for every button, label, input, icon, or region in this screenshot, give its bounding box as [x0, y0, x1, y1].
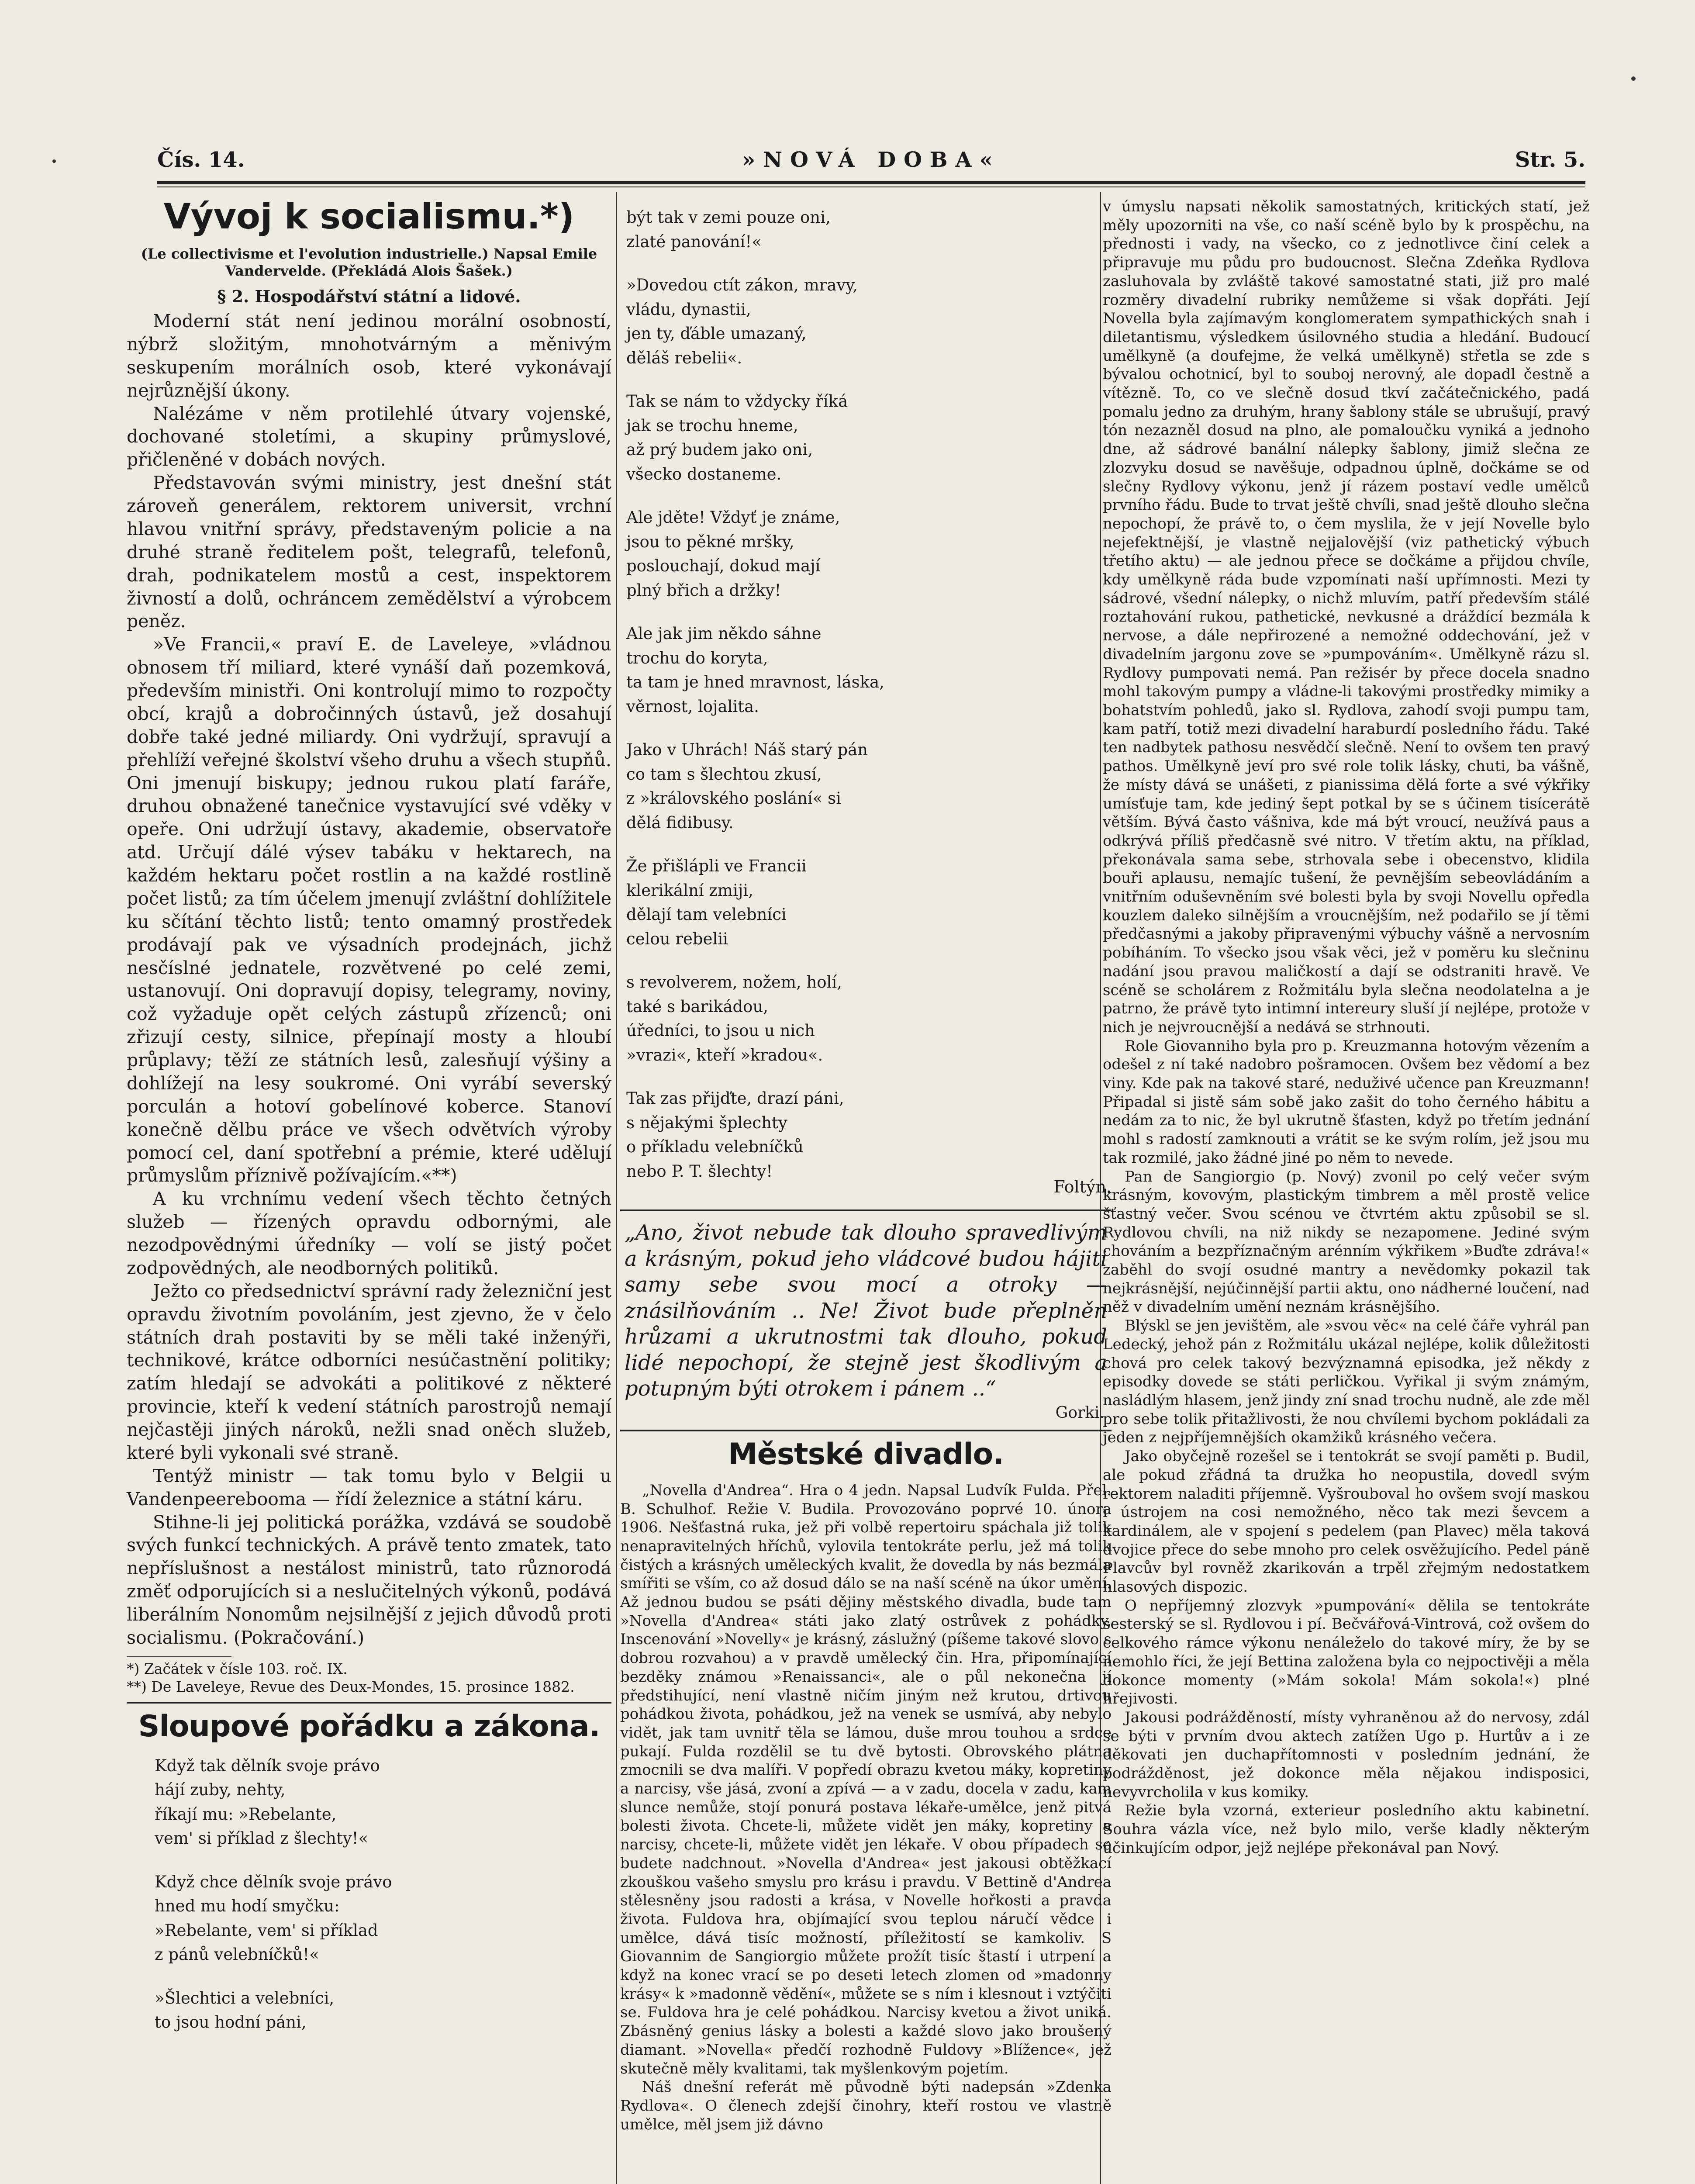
- poem-stanza: být tak v zemi pouze oni, zlaté panování!«: [626, 208, 831, 251]
- review-paragraph: O nepříjemný zlozvyk »pumpování« dělila se tentokráte sesterský se sl. Rydlovou i pí. Bečvářová-Vintrová, což ovšem do celkového rámce výkonu nenáleželo do takové míry, že by se nemohlo říci, že její Bettina založena byla co nejpoctivěji a měla dokonce momenty (»Mám sokola! Mám sokola!«) plné hřejivosti.: [1103, 1597, 1590, 1708]
- poem-stanza: »Dovedou ctít zákon, mravy, vládu, dynastii, jen ty, ďáble umazaný, děláš rebelii«.: [626, 276, 858, 367]
- review-paragraph: „Novella d'Andrea“. Hra o 4 jedn. Napsal Ludvík Fulda. Přel. B. Schulhof. Režie V. Budila. Provozováno poprvé 10. února 1906. Nešťastná ruka, jež při volbě repertoiru spáchala již tolik nenapravitelných hříchů, vylovila tentokráte perlu, jež má tolik čistých a krásných uměleckých kvalit, že dovedla by nás bezmála smířiti se vším, co až dosud dálo se na naší scéně na úkor umění. Až jednou budou se psáti dějiny městského divadla, bude tam »Novella d'Andrea« státi jako zlatý ostrůvek z pohádky. Inscenování »Novelly« je krásný, záslužný (píšeme takové slovo s dobrou rozvahou) a v pravdě umělecký čin. Hra, připomínající bezděky známou »Renaissanci«, ale o půl nekonečna jí předstihující, není vlastně ničím jiným než krutou, drtivou pohádkou života, pohádkou, jež na venek se usmívá, aby nebylo vidět, jak tam uvnitř těla se lámou, duše mrou touhou a srdce pukají. Fulda rozdělil se tu dvě bytosti. Obrovského plátna zmocnili se dva malíři. V popředí obrazu kvetou máky, kopretiny a narcisy, vše jásá, zvoní a zpívá — a v zadu, docela v zadu, kam sluncе nemůže, stojí ponurá postava lékaře-umělce, jenž pitvá bolesti života. Chcete-li, můžete vidět jen máky, kopretiny a narcisy, chcete-li, můžete vidět jen lékaře. V obou případech se budete nadchnout. »Novella d'Andrea« jest jakousi obtěžkací zkouškou vašeho smyslu pro krásu i pravdu. V Bettině d'Andrea stělesněny jsou radosti a krása, v Novelle hořkosti a pravda života. Fuldova hra, objímající svou teplou náručí vědce i umělce, dává tisíc možností, příležitostí se kamkoliv. S Giovannim de Sangiorgio můžete prožít tisíc štastí i utrpení a když na konec vrací se po deseti letech zlomen od »madonny krásy« k »madonně vědění«, můžete se s ním i klesnout i vztýčiti se. Fuldova hra je celé pohádkou. Narcisy kvetou a život uniká. Zbásněný genius lásky a bolesti a každé slovo jako broušený diamant. »Novella« předčí rozhodně Fuldovy »Blížence«, jež skutečně měly kvalitami, tak myšlenkovým pojetím.: [620, 1481, 1112, 2077]
- poem-stanza: Jako v Uhrách! Náš starý pán co tam s šlechtou zkusí, z »královského poslání« si dělá fidibusy.: [626, 740, 868, 832]
- article-body: [127, 310, 611, 1649]
- column-3: [1103, 197, 1590, 1858]
- poem-author: Foltýn.: [1053, 1177, 1112, 1196]
- review-paragraph: Jako obyčejně rozešel se i tentokrát se svojí paměti p. Budil, ale pokud zřádná ta družka ho neopustila, dovedl svým rektorem naladiti příjemně. Vyšrouboval ho ovšem svojí maskou i ústrojem na cosi nemožného, něco tak mezi ševcem a kardinálem, ale v spojení s pedelem (pan Plavec) měla taková dvojice přece do sebe mnoho pro celek osvěžujícího. Pedel páně Plavcův byl rovněž zkarikován a trpěl zřejmým nedostatkem hlasových dispozic.: [1103, 1448, 1590, 1596]
- article-subtitle: (Le collectivisme et l'evolution industrielle.) Napsal Emile Vandervelde. (Překládá Alois Šašek.): [141, 245, 597, 280]
- issue-number: Čís. 14.: [157, 148, 245, 172]
- review-paragraph: Role Giovanniho byla pro p. Kreuzmanna hotovým vězením a odešel z ní také nadobro pošramocen. Ovšem bez vědomí a bez viny. Kde pak na takové staré, neduživé učence pan Kreuzmann! Připadal si jistě sám sobě jako zašit do toho černého hábitu a nedám za to nic, že byl ukrutně šťasten, když po třetím jednání mohl s radostí zamknouti a vrátit se ke svým rolím, jež jsou mu tak rozmilé, jako žádné jiné po něm to nevedе.: [1103, 1037, 1590, 1167]
- poem-stanza: Když chce dělník svoje právo hned mu hodí smyčku: »Rebelante, vem' si příklad z pánů velebníčků!«: [155, 1872, 392, 1964]
- article-paragraph: Moderní stát není jedinou morální osobností, nýbrž složitým, mnohotvárným a měnivým seskupením morálních osob, které vykonávají nejrůznější úkony.: [127, 311, 611, 401]
- review-paragraph: v úmyslu napsati několik samostatných, kritických statí, jež měly upozorniti na vše, co naší scéně bylo by k prospěchu, na přednosti i vady, na všecko, co z jednotlivce činí celek a připravuje mu půdu pro budoucnost. Slečna Zdeňka Rydlova zasluhovala by zvláště takové samostatné stati, již pro malé rozměry divadelní rubriky nemůžeme si však dopřáti. Její Novella byla zajímavým konglomeratem sympathických snah i diletantismu, výsledkem úsilovného studia a hledání. Budoucí umělkyně (a doufejme, že velká umělkyně) střetla se zde s bývalou ochotnicí, byl to souboj nerovný, ale dopadl čestně a vítězně. To, co ve slečně dosud tkví začátečnického, padá pomalu jedno za druhým, hrany šablony stále se ubrušují, pravý tón nezazněl dosud na plno, ale pomaloučku vyniká a jednoho dne, až sádrové banální nálepky šablony, jimiž slečna ze zlozvyku dosud se navěšuje, odpadnou úplně, dočkáme se od slečny Rydlovy výkonu, jenž jí rázem postaví vedle umělců prvního řádu. Bude to trvat ještě chvíli, snad ještě dlouho slečna nepochopí, že právě to, o čem myslila, že v její Novelle bylo nejefektnější, je vlastně nejjalovější (viz pathetický výbuch třetího aktu) — ale jednou přece se dočkáme a přijdou chvíle, kdy umělkyně ráda bude vzpomínati naší upřímnosti. Mezi ty sádrové, všední nálepky, o nichž mluvím, patří především stálé roztahování rukou, pathetické, nevkusné a dráždící bezmála k nervose, a dále nepřirozené a nemožné oddechování, jež v divadelním jargonu zove se »pumpováním«. Umělkyně rázu sl. Rydlovy pumpovati nemá. Pan režisér by přece docela snadno mohl takovým pumpy a vládne-li takovými prostředky mimiky a bohatstvím pohledů, jako sl. Rydlova, zahodí svoji pumpu tam, kam patří, totiž mezi divadelní haraburdí posledního řádu. Také ten nadbytek pathosu nesvědčí slečně. Není to ovšem ten pravý pathos. Umělkyně jeví pro své role tolik lásky, chuti, ba vášně, že místy dává se unášeti, z pianissima dělá forte a své výkřiky umísťuje tam, kde jediný šept potkal by se s účinem tisícerátě větším. Bývá často vášniva, kde má být vroucí, neužívá paus a odkrývá příliš předčasně své nitro. V třetím aktu, na příklad, překonávala sama sebe, strhovala sebe i obecenstvo, klidila bouři aplausu, nemajíc tušení, že pevnějším sebeovládáním a vnitřním oduševněním své bolesti byla by svoji Novellu opředla kouzlem daleko silnějším a vroucnějším, než podařilo se jí těmi předčasnými a jakoby připravenými výbuchy vášně a nervosním pobíháním. To všecko jsou však věci, jež v poměru ku slečninu nadání jsou pravou maličkostí a dají se odstraniti hravě. Ve scéně se scholárem z Rožmitálu byla slečna neodolatelna a je patrno, že právě tyto intimní intereury sluší jí nejlépe, protože v nich je nejvroucnější a nedává se strhnouti.: [1103, 198, 1590, 1036]
- column-rule-1: [616, 192, 617, 2184]
- footnote: *) Začátek v čísle 103. roč. IX.: [127, 1660, 348, 1677]
- article-paragraph: Ježto co předsednictví správní rady železniční jest opravdu životním povoláním, jest zjevno, že v čelo státních drah postaviti by se měli také inženýři, technikové, krátce odborníci nesúčastnění politiky; zatím hledají se advokáti a politikové z některé provincie, kteří k vedení státních parostrojů nemají nejčastěji jiných nároků, nežli snad oněch služeb, které byli vykonali své straně.: [127, 1280, 611, 1463]
- ink-speck: [52, 159, 56, 163]
- review-paragraph: Náš dnešní referát mě původně býti nadepsán »Zdenka Rydlova«. O členech zdejší činohry, kteří rostou ve vlastně umělce, měl jsem již dávno: [620, 2078, 1112, 2133]
- poem-stanza: Když tak dělník svoje právo hájí zuby, nehty, říkají mu: »Rebelante, vem' si příklad z šlechty!«: [155, 1756, 380, 1848]
- section-divider: [620, 1430, 1112, 1431]
- review-paragraph: Pan de Sangiorgio (p. Nový) zvonil po celý večer svým krásným, kovovým, plastickým timbrem a měl prostě velice šťastný večer. Svou scénou ve čtvrtém aktu způsobil se sl. Rydlovou chvíli, na niž nikdy se nezapomene. Jediné svým chováním a bezpříznačným arénním výkřikem »Buďte zdráva!« zaběhl do svojí osudné mantry a nevědomky pokazil tak nejkrásnější, nejúčinnější partii aktu, ono nádherné loučení, nad něž v divadelním umění neznám krásnějšího.: [1103, 1168, 1590, 1316]
- review-paragraph: Jakousi podrážděností, místy vyhraněnou až do nervosy, zdál se býti v prvním dvou aktech zatížen Ugo p. Hurtův a i ze děkovati jen duchapřítomnosti v posledním jednání, že podrážděnost, jež dokonce měla nějakou indisposici, nevyvrcholila v kus komiky.: [1103, 1708, 1590, 1801]
- section-divider: [620, 1209, 1112, 1211]
- article-title: Vývoj k socialismu.*): [163, 196, 575, 237]
- column-1: [127, 197, 611, 2054]
- poem-stanza: Tak se nám to vždycky říká jak se trochu hneme, až prý budem jako oni, všecko dostaneme.: [626, 392, 848, 484]
- theatre-title: Městské divadlo.: [728, 1437, 1004, 1472]
- article-paragraph: »Ve Francii,« praví E. de Laveleye, »vládnou obnosem tří miliard, které vynáší daň pozemková, především ministři. Oni kontrolují mimo to rozpočty obcí, krajů a dobročinných ústavů, jež dosahují dobře také jedné miliardy. Oni vydržují, spravují a přehlíží veřejné školství všeho druhu a všech stupňů. Oni jmenují biskupy; jednou rukou platí faráře, druhou obnažené tanečnice vystavující své vděky v opeře. Oni udržují ústavy, akademie, observatoře atd. Určují dálé výsev tabáku v hektarech, na každém hektaru počet rostlin a na každé rostlině počet listů; za tím účelem jmenují zvláštní dohlížitele ku sčítání těchto listů; tento omamný prostředek prodávají pak ve výsadních prodejnách, jichž nesčíslné jednatele, rozvětvené po celé zemi, ustanovují. Oni dopravují dopisy, telegramy, noviny, což vyžaduje opět celých zástupů zřízenců; oni zřizují cesty, silnice, přepínají mosty a hloubí průplavy; těží ze státních lesů, zalesňují výšiny a dohlížejí na lesy soukromé. Oni vyrábí severský porculán a hotoví gobelínové koberce. Stanoví konečně dělbu práce ve všech odvětvích výroby pomocí cel, daní spotřební a prémie, které udělují průmyslům příznivě požívajícím.«**): [127, 634, 611, 1186]
- poem-stanza: »Šlechtici a velebníci, to jsou hodní páni,: [155, 1988, 335, 2032]
- theatre-review: [620, 1481, 1112, 2134]
- review-paragraph: Režie byla vzorná, exterieur posledního aktu kabinetní. Souhra vázla více, než bylo milo, verše kladly některým účinkujícím odpor, jejž nejlépe překonával pan Nový.: [1103, 1802, 1590, 1857]
- page-header: [157, 148, 1585, 176]
- gorki-quote: „Ano, život nebude tak dlouho spravedlivým a krásným, pokud jeho vládcové budou hájiti samy sebe svou mocí a otroky — znásilňováním .. Ne! Život bude přeplněn hrůzami a ukrutnostmi tak dlouho, pokud lidé nepochopí, že stejně jest škodlivým a potupným býti otrokem i pánem ..“: [625, 1220, 1107, 1401]
- article-paragraph: Stihne-li jej politická porážka, vzdává se soudobě svých funkcí technických. A právě tento zmatek, tato nepříslušnost a nestálost ministrů, tato různorodá změť odporujících si a neslučitelných výkonů, podává liberálním Nonomům nejsilnější z jejich důvodů proti socialismu. (Pokračování.): [127, 1511, 611, 1648]
- article-paragraph: A ku vrchnímu vedení všech těchto četných služeb — řízených opravdu odbornými, ale nezodpovědnými úředníky — volí se jistý počet zodpovědných, ale neodborných politiků.: [127, 1188, 611, 1279]
- theatre-review-continued: [1103, 197, 1590, 1858]
- header-rule: [157, 181, 1585, 187]
- masthead: »NOVÁ DOBA«: [742, 148, 1001, 172]
- section-divider: [127, 1702, 611, 1704]
- footnote: **) De Laveleye, Revue des Deux-Mondes, 15. prosince 1882.: [127, 1678, 575, 1696]
- poem-title: Sloupové pořádku a zákona.: [138, 1709, 600, 1744]
- article-paragraph: Představován svými ministry, jest dnešní stát zároveň generálem, rektorem universit, vrchní hlavou vnitřní správy, představeným policie a na druhé straně ředitelem pošt, telegrafů, telefonů, drah, podnikatelem mostů a cest, inspektorem živností a dolů, ochráncem zemědělství a výrobcem peněz.: [127, 472, 611, 632]
- poem-stanza: Ale jděte! Vždyť je známe, jsou to pěkné mršky, poslouchají, dokud mají plný břich a držky!: [626, 508, 840, 600]
- review-paragraph: Blýskl se jen jevištěm, ale »svou věc« na celé čáře vyhrál pan Ledecký, jehož pán z Rožmitálu ukázal nejlépe, kolik důležitosti chová pro celek takový bezvýznamná episodka, jež někdy z episodky dovede se státi perličkou. Vyřikal ji svým známým, nasládlým hlasem, jenž jindy zní snad trochu nudně, ale zde měl pro sebe tolik přitažlivosti, že nou chvílemi bychom pokládali za jeden z nejpříjemnějších okamžiků krásného večera.: [1103, 1317, 1590, 1447]
- article-paragraph: Tentýž ministr — tak tomu bylo v Belgii u Vandenpeerebooma — řídí železnice a státní káru.: [127, 1465, 611, 1510]
- poem-stanza: Že přišlápli ve Francii klerikální zmiji, dělají tam velebníci celou rebelii: [626, 857, 807, 948]
- page-number: Str. 5.: [1515, 148, 1585, 172]
- poem-stanza: Ale jak jim někdo sáhne trochu do koryta, ta tam je hned mravnost, láska, věrnost, lojalita.: [626, 624, 884, 716]
- article-paragraph: Nalézáme v něm protilehlé útvary vojenské, dochované stoletími, a skupiny průmyslové, přičleněné v dobách nových.: [127, 403, 611, 470]
- quote-author: Gorki.: [1055, 1403, 1105, 1422]
- poem-stanza: s revolverem, nožem, holí, také s barikádou, úředníci, to jsou u nich »vrazi«, kteří »kradou«.: [626, 973, 842, 1064]
- footnote-rule: [127, 1656, 231, 1657]
- poem-stanza: Tak zas přijďte, drazí páni, s nějakými šplechty o příkladu velebníčků nebo P. T. šlechty!: [626, 1089, 844, 1181]
- ink-speck: [1631, 76, 1636, 81]
- section-heading: § 2. Hospodářství státní a lidové.: [217, 287, 521, 307]
- column-2: [620, 205, 1112, 2134]
